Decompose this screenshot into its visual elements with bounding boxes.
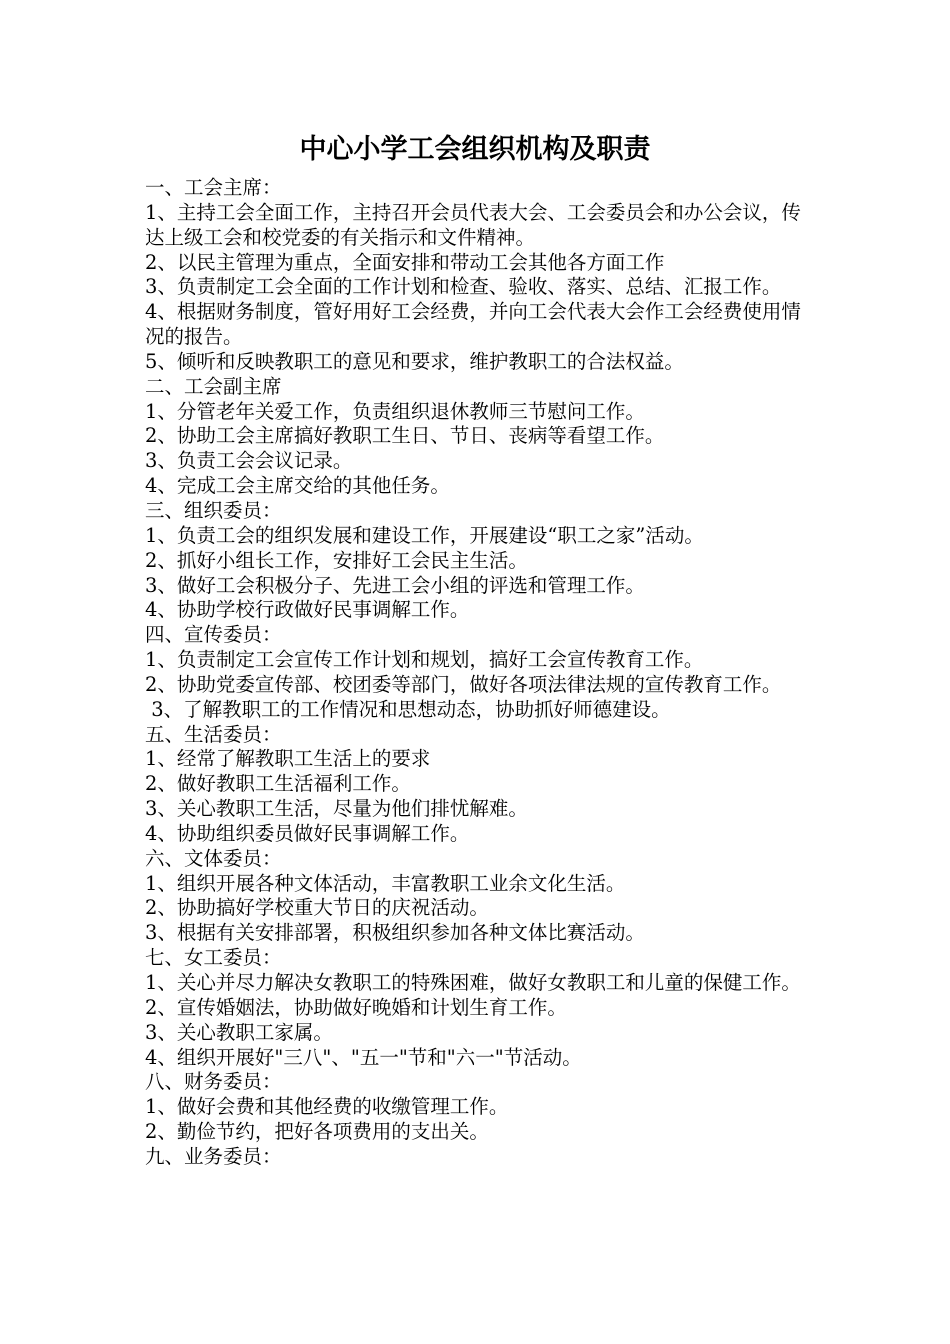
section-item: 2、协助工会主席搞好教职工生日、节日、丧病等看望工作。 [145, 424, 665, 448]
section-heading: 一、工会主席： [145, 176, 282, 199]
section-heading: 二、工会副主席 [145, 374, 282, 398]
section [145, 946, 815, 1070]
section-item: 5、倾听和反映教职工的意见和要求，维护教职工的合法权益。 [145, 349, 684, 373]
section-item: 4、协助学校行政做好民事调解工作。 [145, 598, 470, 622]
section-item: 1、负责工会的组织发展和建设工作，开展建设“职工之家”活动。 [145, 523, 704, 547]
section-item: 1、关心并尽力解决女教职工的特殊困难，做好女教职工和儿童的保健工作。 [145, 971, 801, 994]
section-item: 2、做好教职工生活福利工作。 [145, 772, 411, 796]
section-heading: 四、宣传委员： [145, 623, 282, 647]
section [145, 623, 815, 722]
section-item: 1、负责制定工会宣传工作计划和规划，搞好工会宣传教育工作。 [145, 648, 704, 672]
section-item: 1、分管老年关爱工作，负责组织退休教师三节慰问工作。 [145, 399, 645, 423]
section-heading: 九、业务委员： [145, 1144, 282, 1168]
section-item: 4、协助组织委员做好民事调解工作。 [145, 821, 470, 845]
section-item: 1、经常了解教职工生活上的要求 [145, 747, 431, 771]
section [145, 375, 815, 499]
section-item: 1、做好会费和其他经费的收缴管理工作。 [145, 1095, 509, 1119]
section-heading: 七、女工委员： [145, 946, 282, 970]
section-item: 4、根据财务制度，管好用好工会经费，并向工会代表大会作工会经费使用情况的报告。 [145, 300, 801, 349]
section-item: 2、协助搞好学校重大节日的庆祝活动。 [145, 896, 489, 920]
section-item: 1、主持工会全面工作，主持召开会员代表大会、工会委员会和办公会议，传达上级工会和校党委的有关指示和文件精神。 [145, 200, 801, 249]
section-heading: 八、财务委员： [145, 1070, 282, 1094]
section-item: 2、宣传婚姻法，协助做好晚婚和计划生育工作。 [145, 995, 567, 1019]
section [145, 499, 815, 623]
section-item: 4、组织开展好"三八"、"五一"节和"六一"节活动。 [145, 1045, 582, 1069]
section-item: 2、以民主管理为重点，全面安排和带动工会其他各方面工作 [145, 250, 665, 274]
section-item: 4、完成工会主席交给的其他任务。 [145, 474, 450, 498]
section-item: 1、组织开展各种文体活动，丰富教职工业余文化生活。 [145, 871, 626, 895]
section-item: 3、负责工会会议记录。 [145, 449, 353, 473]
section-item: 2、协助党委宣传部、校团委等部门，做好各项法律法规的宣传教育工作。 [145, 672, 782, 696]
section-item: 3、负责制定工会全面的工作计划和检查、验收、落实、总结、汇报工作。 [145, 275, 782, 299]
section-item: 3、关心教职工生活，尽量为他们排忧解难。 [145, 797, 528, 821]
section-heading: 六、文体委员： [145, 846, 282, 870]
section [145, 1070, 815, 1145]
section-item: 3、做好工会积极分子、先进工会小组的评选和管理工作。 [145, 573, 645, 597]
section-item: 2、勤俭节约，把好各项费用的支出关。 [145, 1120, 489, 1144]
section [145, 723, 815, 847]
document-body [145, 176, 815, 1170]
section [145, 1145, 815, 1170]
section-item: 3、关心教职工家属。 [145, 1020, 333, 1044]
section [145, 847, 815, 946]
section-item: 2、抓好小组长工作，安排好工会民主生活。 [145, 548, 528, 572]
section [145, 176, 815, 375]
section-heading: 五、生活委员： [145, 722, 282, 746]
section-item: 3、根据有关安排部署，积极组织参加各种文体比赛活动。 [145, 921, 645, 945]
section-heading: 三、组织委员： [145, 498, 282, 522]
page-title: 中心小学工会组织机构及职责 [299, 134, 651, 165]
section-item: 3、了解教职工的工作情况和思想动态，协助抓好师德建设。 [145, 697, 671, 721]
